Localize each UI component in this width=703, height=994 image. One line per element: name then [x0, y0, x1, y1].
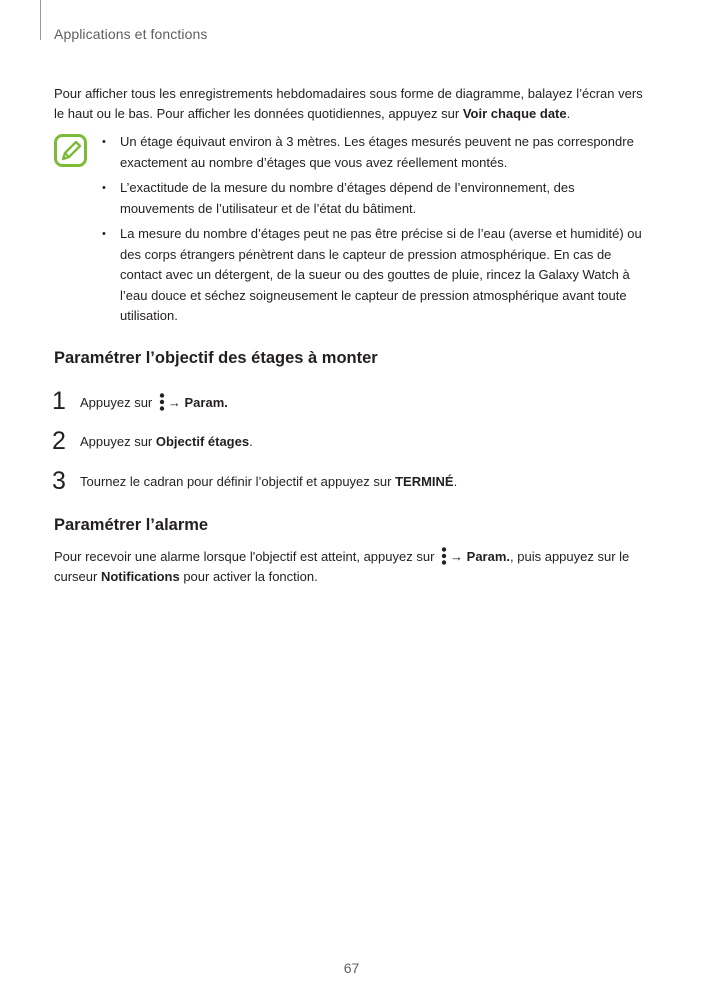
step-number: 3 — [52, 467, 66, 495]
note-text: L’exactitude de la mesure du nombre d’étages dépend de l’environnement, des mouvements de l’utilisateur et de l’état du bâtiment. — [120, 180, 575, 216]
intro-paragraph — [54, 84, 654, 124]
notes-list — [102, 132, 648, 332]
step-bold: Objectif étages — [155, 434, 250, 449]
note-item — [102, 132, 648, 173]
step-text — [80, 472, 457, 492]
alarm-post: pour activer la fonction. — [179, 569, 318, 584]
step-text — [80, 432, 253, 452]
arrow: → — [167, 395, 181, 410]
step-text-pre: Tournez le cadran pour définir l’objectif et appuyez sur — [80, 474, 396, 489]
intro-bold-link: Voir chaque date — [462, 106, 567, 121]
alarm-bold-param: Param. — [466, 549, 511, 564]
note-text: La mesure du nombre d’étages peut ne pas être précise si de l’eau (averse et humidité) ou des corps étrangers pénètrent dans le capteur de pression atmosphérique. En cas de contact avec un détergent, de la sueur ou des gouttes de pluie, rincez la Galaxy Watch à l’eau douce et séchez soigneusement le capteur de pression atmosphérique avant toute utilisation. — [120, 226, 642, 323]
alarm-pre: Pour recevoir une alarme lorsque l'objectif est atteint, appuyez sur — [54, 549, 435, 564]
step-bold: TERMINÉ — [395, 474, 454, 489]
step-text-pre: Appuyez sur — [80, 395, 153, 410]
step-number: 1 — [52, 387, 66, 415]
note-text: Un étage équivaut environ à 3 mètres. Les étages mesurés peuvent ne pas correspondre exactement au nombre d’étages que vous avez réellement montés. — [120, 134, 634, 170]
bullet-icon: • — [102, 228, 106, 240]
note-item — [102, 224, 648, 327]
arrow: → — [450, 549, 464, 564]
more-options-icon — [441, 546, 447, 566]
section-alarm-title: Paramétrer l’alarme — [54, 516, 209, 534]
step-number: 2 — [52, 427, 66, 455]
step-text-post: . — [249, 434, 253, 449]
more-options-icon — [159, 392, 165, 412]
page-header-title: Applications et fonctions — [54, 26, 208, 42]
bullet-icon: • — [102, 136, 106, 148]
header-rule — [40, 0, 41, 40]
intro-end: . — [566, 106, 571, 121]
alarm-paragraph — [54, 546, 654, 587]
intro-text: Pour afficher tous les enregistrements hebdomadaires sous forme de diagramme, balayez l’écran vers le haut ou le bas. Pour afficher les données quotidiennes, appuyez sur — [54, 86, 643, 121]
note-item — [102, 178, 648, 219]
section-goal-title: Paramétrer l’objectif des étages à monter — [54, 349, 378, 367]
page-number: 67 — [343, 960, 360, 976]
bullet-icon: • — [102, 182, 106, 194]
step-text-post: . — [453, 474, 458, 489]
step-bold: Param. — [184, 395, 228, 410]
alarm-mid: , puis appuyez sur le curseur — [54, 549, 630, 584]
step-text — [80, 392, 228, 413]
step-text-pre: Appuyez sur — [80, 434, 156, 449]
alarm-bold-notifications: Notifications — [100, 569, 180, 584]
note-pencil-icon — [54, 134, 87, 167]
